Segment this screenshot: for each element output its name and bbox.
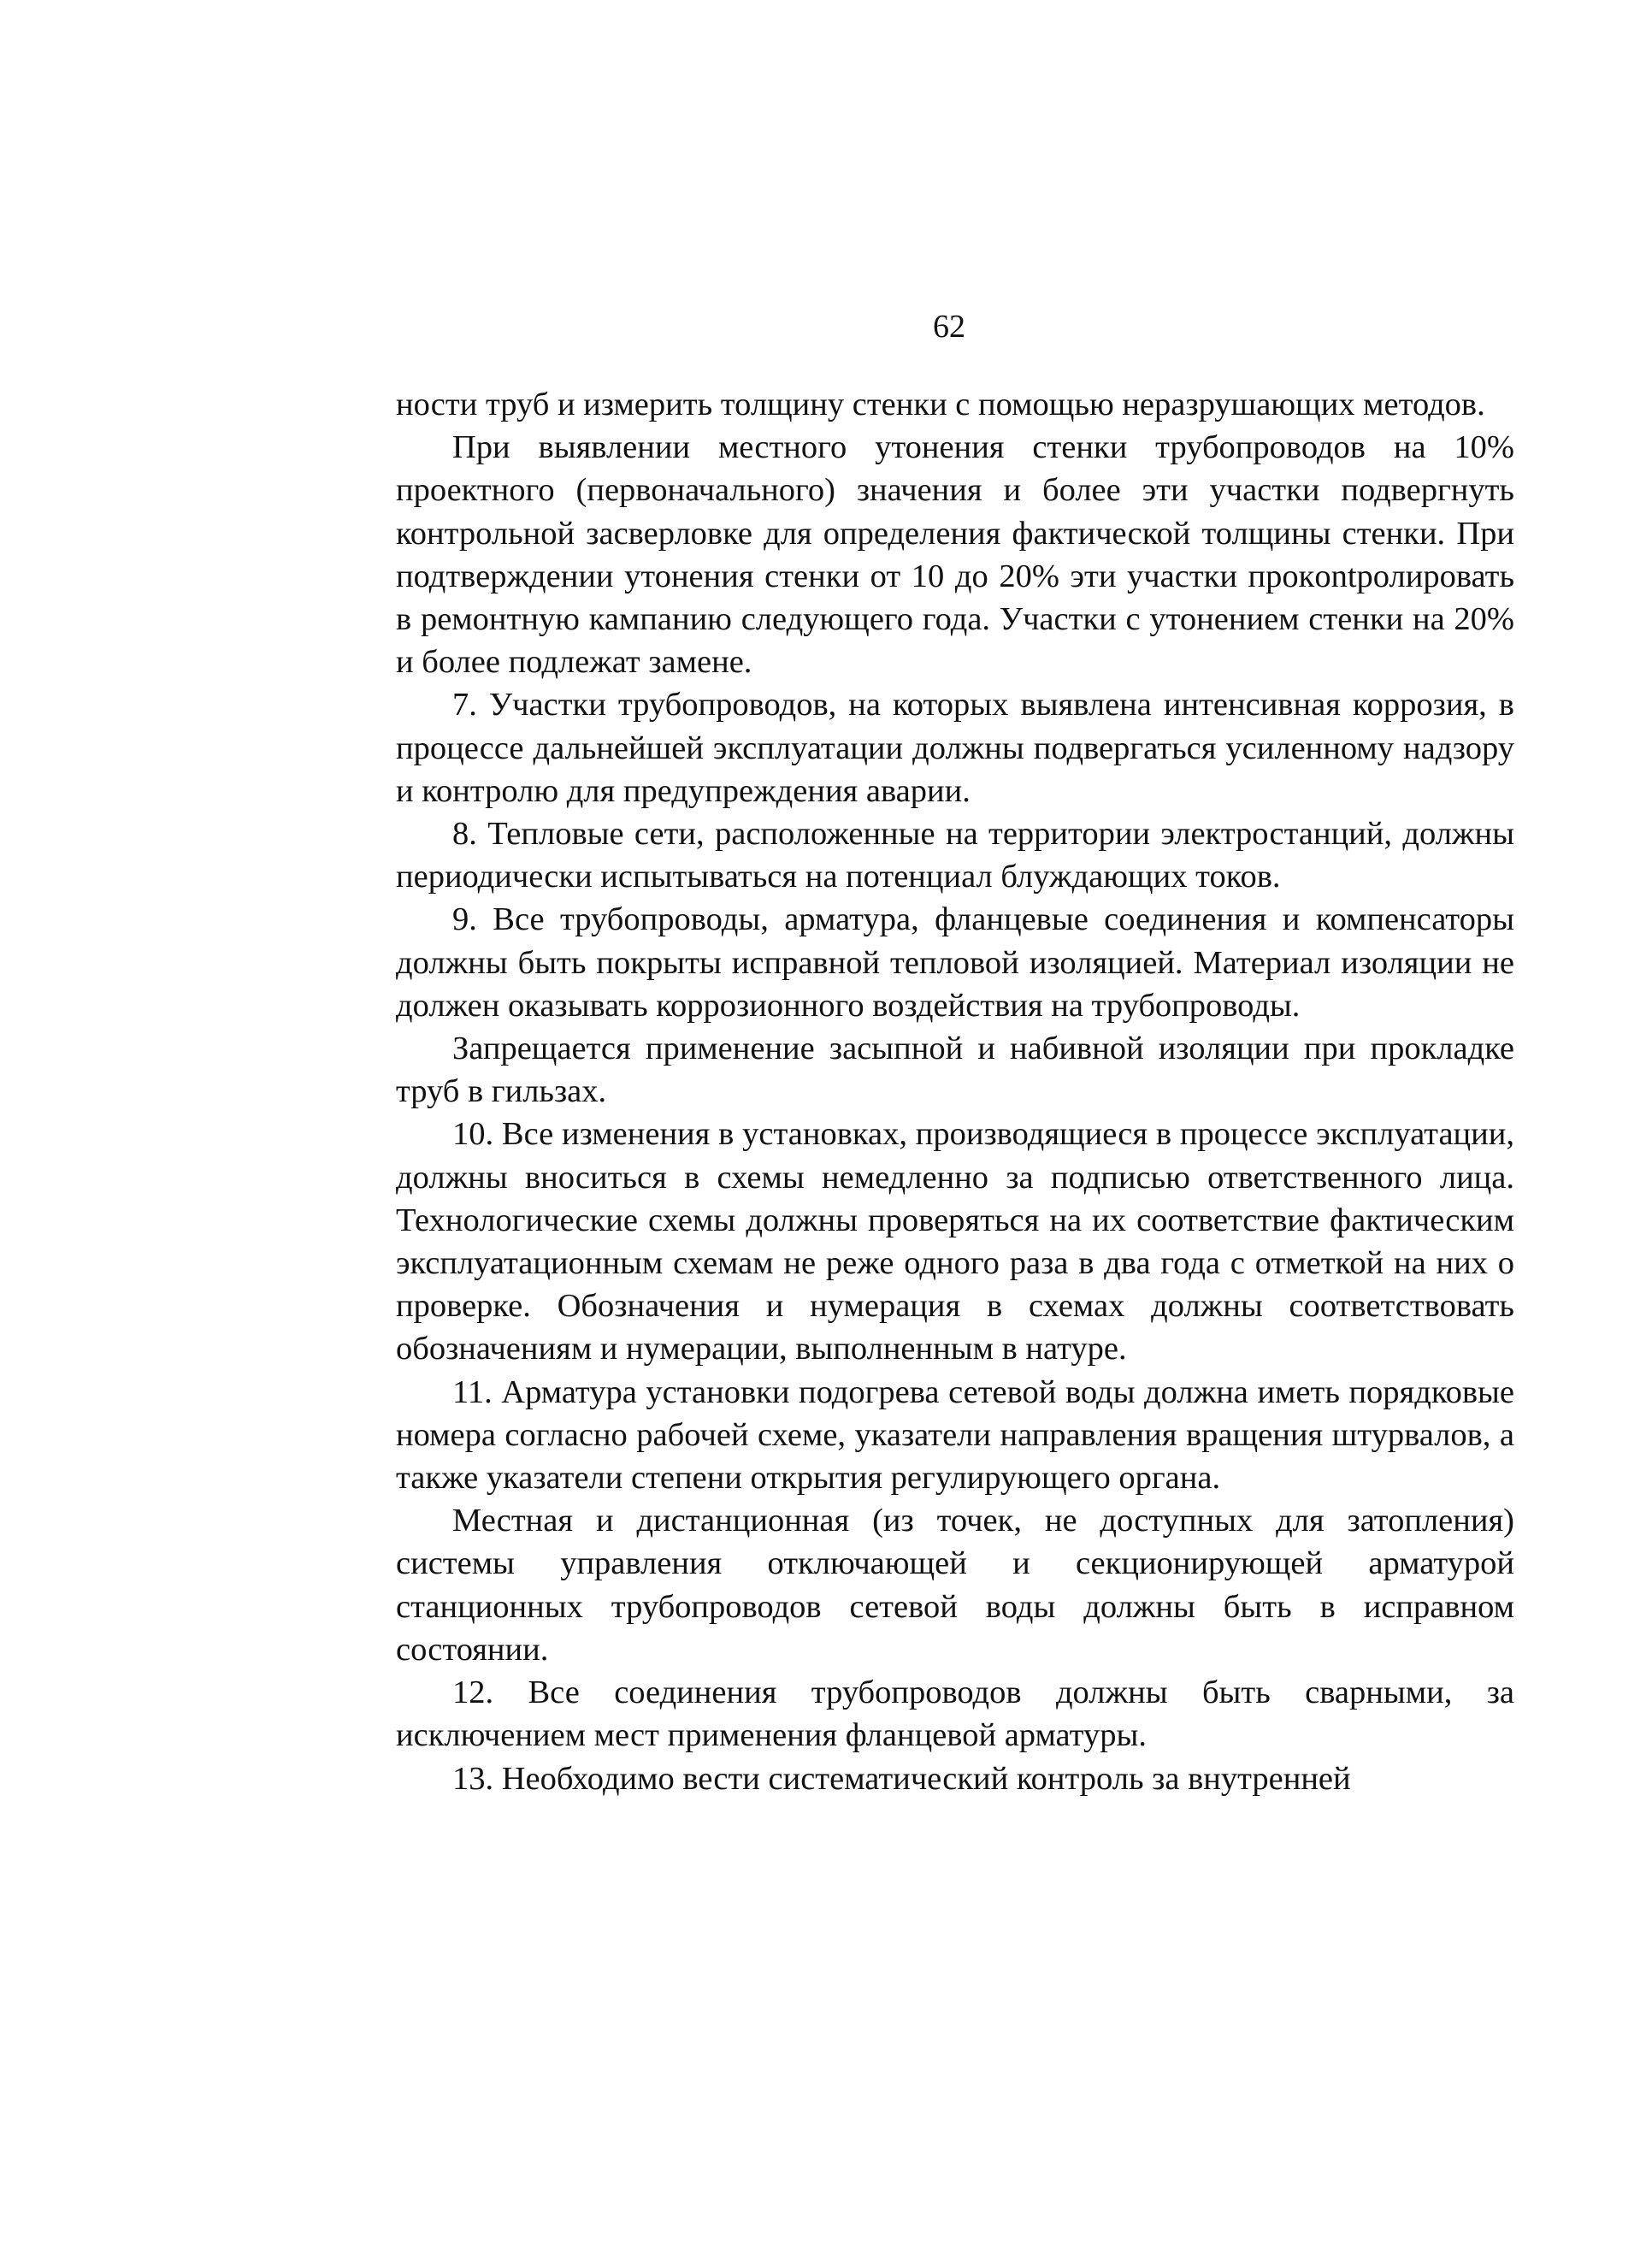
paragraph: 8. Тепловые сети, расположенные на территории электростанций, должны периодически испытываться на потенциал блуждающих токов. — [396, 816, 1514, 895]
paragraph: 12. Все соединения трубопроводов должны быть сварными, за исключением мест применения фланцевой арматуры. — [396, 1674, 1514, 1754]
paragraph: 7. Участки трубопроводов, на которых выявлена интенсивная коррозия, в процессе дальнейшей эксплуатации должны подвергаться усиленному надзору и контролю для предупреждения аварии. — [396, 687, 1514, 809]
paragraph: При выявлении местного утонения стенки трубопроводов на 10% проектного (первоначального) значения и более эти участки подвергнуть контрольной засверловке для определения фактической толщины стенки. При подтверждении утонения стенки от 10 до 20% эти участки прокontролировать в ремонтную кампанию следующего года. Участки с утонением стенки на 20% и более подлежат замене. — [396, 429, 1514, 681]
paragraph: Местная и дистанционная (из точек, не доступных для затопления) системы управления отключающей и секционирующей арматурой станционных трубопроводов сетевой воды должны быть в исправном состоянии. — [396, 1503, 1514, 1668]
paragraph: 13. Необходимо вести систематический контроль за внутренней — [452, 1760, 1351, 1797]
paragraph: ности труб и измерить толщину стенки с помощью неразрушающих методов. — [396, 387, 1485, 422]
page-number: 62 — [933, 309, 965, 345]
paragraph: Запрещается применение засыпной и набивной изоляции при прокладке труб в гильзах. — [396, 1031, 1514, 1110]
paragraph: 9. Все трубопроводы, арматура, фланцевые соединения и компенсаторы должны быть покрыты исправной тепловой изоляцией. Материал изоляции не должен оказывать коррозионного воздействия на трубопроводы. — [396, 901, 1514, 1024]
paragraph: 11. Арматура установки подогрева сетевой воды должна иметь порядковые номера согласно рабочей схеме, указатели направления вращения штурвалов, а также указатели степени открытия регулирующего органа. — [396, 1373, 1514, 1497]
page-body — [396, 383, 1514, 1800]
paragraph: 10. Все изменения в установках, производящиеся в процессе эксплуатации, должны вноситься в схемы немедленно за подписью ответственного лица. Технологические схемы должны проверяться на их соответствие фактическим эксплуатационным схемам не реже одного раза в два года с отметкой на них о проверке. Обозначения и нумерация в схемах должны соответствовать обозначениям и нумерации, выполненным в натуре. — [396, 1116, 1514, 1367]
